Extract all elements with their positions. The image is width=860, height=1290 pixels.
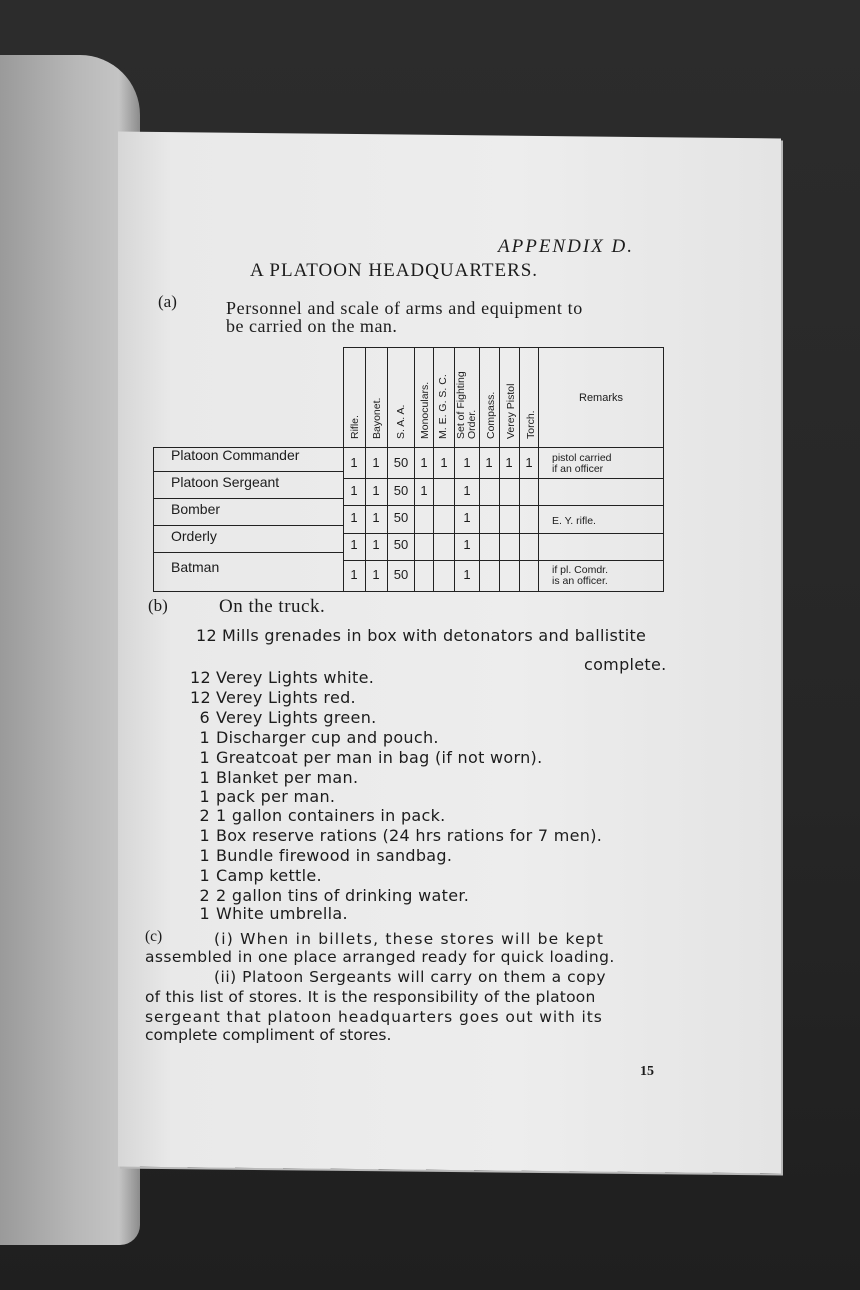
column-header-fighting-order: Set of Fighting <box>455 371 467 439</box>
section-a-line-2: be carried on the man. <box>226 316 398 336</box>
list-item-qty: 1 <box>199 728 210 747</box>
section-c-line-5: sergeant that platoon headquarters goes out with its <box>145 1008 603 1026</box>
list-item-qty: 1 <box>199 826 210 845</box>
list-item-text: Mills grenades in box with detonators and ballistite <box>222 626 647 645</box>
list-item <box>190 787 335 806</box>
page-number: 15 <box>640 1064 654 1079</box>
table-row-rule <box>153 552 343 553</box>
list-item <box>190 826 602 845</box>
list-item <box>190 904 348 923</box>
column-header-torch: Torch. <box>525 410 537 439</box>
section-c-line-1: (i) When in billets, these stores will be kept <box>214 930 605 948</box>
table-cell: 1 <box>485 455 493 470</box>
section-b-marker: (b) <box>148 596 168 615</box>
list-item-text: Verey Lights white. <box>216 668 375 687</box>
equipment-table <box>153 347 664 592</box>
section-a-marker: (a) <box>158 292 177 311</box>
list-item-text: Verey Lights green. <box>216 708 377 727</box>
table-cell: 1 <box>350 483 358 498</box>
column-header-megsc: M. E. G. S. C. <box>437 374 449 439</box>
table-cell: 1 <box>420 483 428 498</box>
column-header-compass: Compass. <box>485 391 497 439</box>
remark-line: pistol carried <box>552 452 612 464</box>
list-item-qty: 1 <box>199 748 210 767</box>
remark-line: if pl. Comdr. <box>552 564 609 576</box>
table-cell: 1 <box>372 510 380 525</box>
list-item-text: Bundle firewood in sandbag. <box>216 846 453 865</box>
list-item <box>196 626 646 645</box>
column-header-rifle: Rifle. <box>349 415 361 439</box>
table-cell: 1 <box>525 455 533 470</box>
list-item-qty: 6 <box>199 708 210 727</box>
table-row-rule <box>343 560 664 561</box>
table-cell: 50 <box>393 567 409 582</box>
remark-line: E. Y. rifle. <box>552 515 596 527</box>
section-a-line-1: Personnel and scale of arms and equipment to <box>226 298 583 318</box>
list-item-qty: 2 <box>199 806 210 825</box>
table-row-rule <box>153 471 343 472</box>
table-cell: 50 <box>393 510 409 525</box>
list-item-qty: 12 <box>190 668 211 687</box>
row-label-orderly: Orderly <box>171 528 217 544</box>
list-item-text: Verey Lights red. <box>216 688 356 707</box>
table-cell: 1 <box>372 567 380 582</box>
list-item-qty: 1 <box>199 904 210 923</box>
list-item <box>190 688 356 707</box>
table-right-rule <box>663 347 664 591</box>
list-item-text: 1 gallon containers in pack. <box>216 806 446 825</box>
list-item-qty: 1 <box>199 787 210 806</box>
table-cell: 1 <box>463 455 471 470</box>
section-c-marker: (c) <box>145 928 163 945</box>
page-title: A PLATOON HEADQUARTERS. <box>250 260 539 281</box>
list-item-text: pack per man. <box>216 787 336 806</box>
column-header-bayonet: Bayonet. <box>371 397 383 439</box>
list-item-qty: 12 <box>196 626 217 645</box>
list-item <box>190 768 358 787</box>
column-header-monoculars: Monoculars. <box>419 381 431 439</box>
list-item <box>190 708 377 727</box>
table-cell: 1 <box>350 567 358 582</box>
list-item-qty: 1 <box>199 846 210 865</box>
list-item-qty: 1 <box>199 866 210 885</box>
table-cell: 50 <box>393 483 409 498</box>
list-item-text: Blanket per man. <box>216 768 359 787</box>
table-cell: 1 <box>463 537 471 552</box>
list-item <box>190 866 322 885</box>
appendix-heading: APPENDIX D. <box>498 236 634 257</box>
table-row-rule <box>153 525 343 526</box>
row-label-platoon-commander: Platoon Commander <box>171 447 300 463</box>
table-cell: 1 <box>350 537 358 552</box>
table-cell: 1 <box>372 483 380 498</box>
list-item-qty: 1 <box>199 768 210 787</box>
table-cell: 1 <box>463 483 471 498</box>
list-item-qty: 2 <box>199 886 210 905</box>
section-b-title: On the truck. <box>219 596 326 617</box>
table-cell: 1 <box>463 567 471 582</box>
list-item-text: Greatcoat per man in bag (if not worn). <box>216 748 543 767</box>
table-row-rule <box>343 533 664 534</box>
table-cell: 1 <box>463 510 471 525</box>
table-cell: 1 <box>350 455 358 470</box>
column-rule <box>387 347 388 591</box>
list-item <box>190 846 452 865</box>
section-c-line-2: assembled in one place arranged ready for quick loading. <box>145 948 615 966</box>
list-item-qty: 12 <box>190 688 211 707</box>
list-item-continued: complete. <box>584 655 667 674</box>
list-item-text: Box reserve rations (24 hrs rations for 7 men). <box>216 826 603 845</box>
table-cell: 1 <box>440 455 448 470</box>
table-cell: 1 <box>372 455 380 470</box>
table-cell: 1 <box>372 537 380 552</box>
table-cell: 50 <box>393 455 409 470</box>
table-row-rule <box>343 478 664 479</box>
list-item <box>190 668 374 687</box>
list-item <box>190 886 469 905</box>
table-cell: 1 <box>505 455 513 470</box>
section-c-line-6: complete compliment of stores. <box>145 1026 392 1044</box>
table-cell: 50 <box>393 537 409 552</box>
list-item <box>190 748 543 767</box>
row-label-platoon-sergeant: Platoon Sergeant <box>171 474 280 490</box>
remark-line: if an officer <box>552 463 604 475</box>
row-label-bomber: Bomber <box>171 501 221 517</box>
section-c-line-3: (ii) Platoon Sergeants will carry on them a copy <box>214 968 607 986</box>
list-item-text: Discharger cup and pouch. <box>216 728 439 747</box>
column-header-fighting-order-2: Order. <box>466 409 478 439</box>
table-bottom-rule <box>153 591 664 592</box>
table-row-rule <box>153 498 343 499</box>
table-cell: 1 <box>350 510 358 525</box>
table-cell: 1 <box>420 455 428 470</box>
row-label-batman: Batman <box>171 559 220 575</box>
list-item-text: 2 gallon tins of drinking water. <box>216 886 470 905</box>
column-header-verey-pistol: Verey Pistol <box>505 383 517 439</box>
list-item-text: White umbrella. <box>216 904 348 923</box>
column-header-saa: S. A. A. <box>395 404 407 439</box>
list-item <box>190 728 439 747</box>
remark-line: is an officer. <box>552 575 608 587</box>
table-left-rule <box>153 447 154 591</box>
table-row-rule <box>343 505 664 506</box>
list-item-text: Camp kettle. <box>216 866 322 885</box>
section-c-line-4: of this list of stores. It is the responsibility of the platoon <box>145 988 596 1006</box>
list-item <box>190 806 446 825</box>
column-header-remarks: Remarks <box>579 392 624 404</box>
